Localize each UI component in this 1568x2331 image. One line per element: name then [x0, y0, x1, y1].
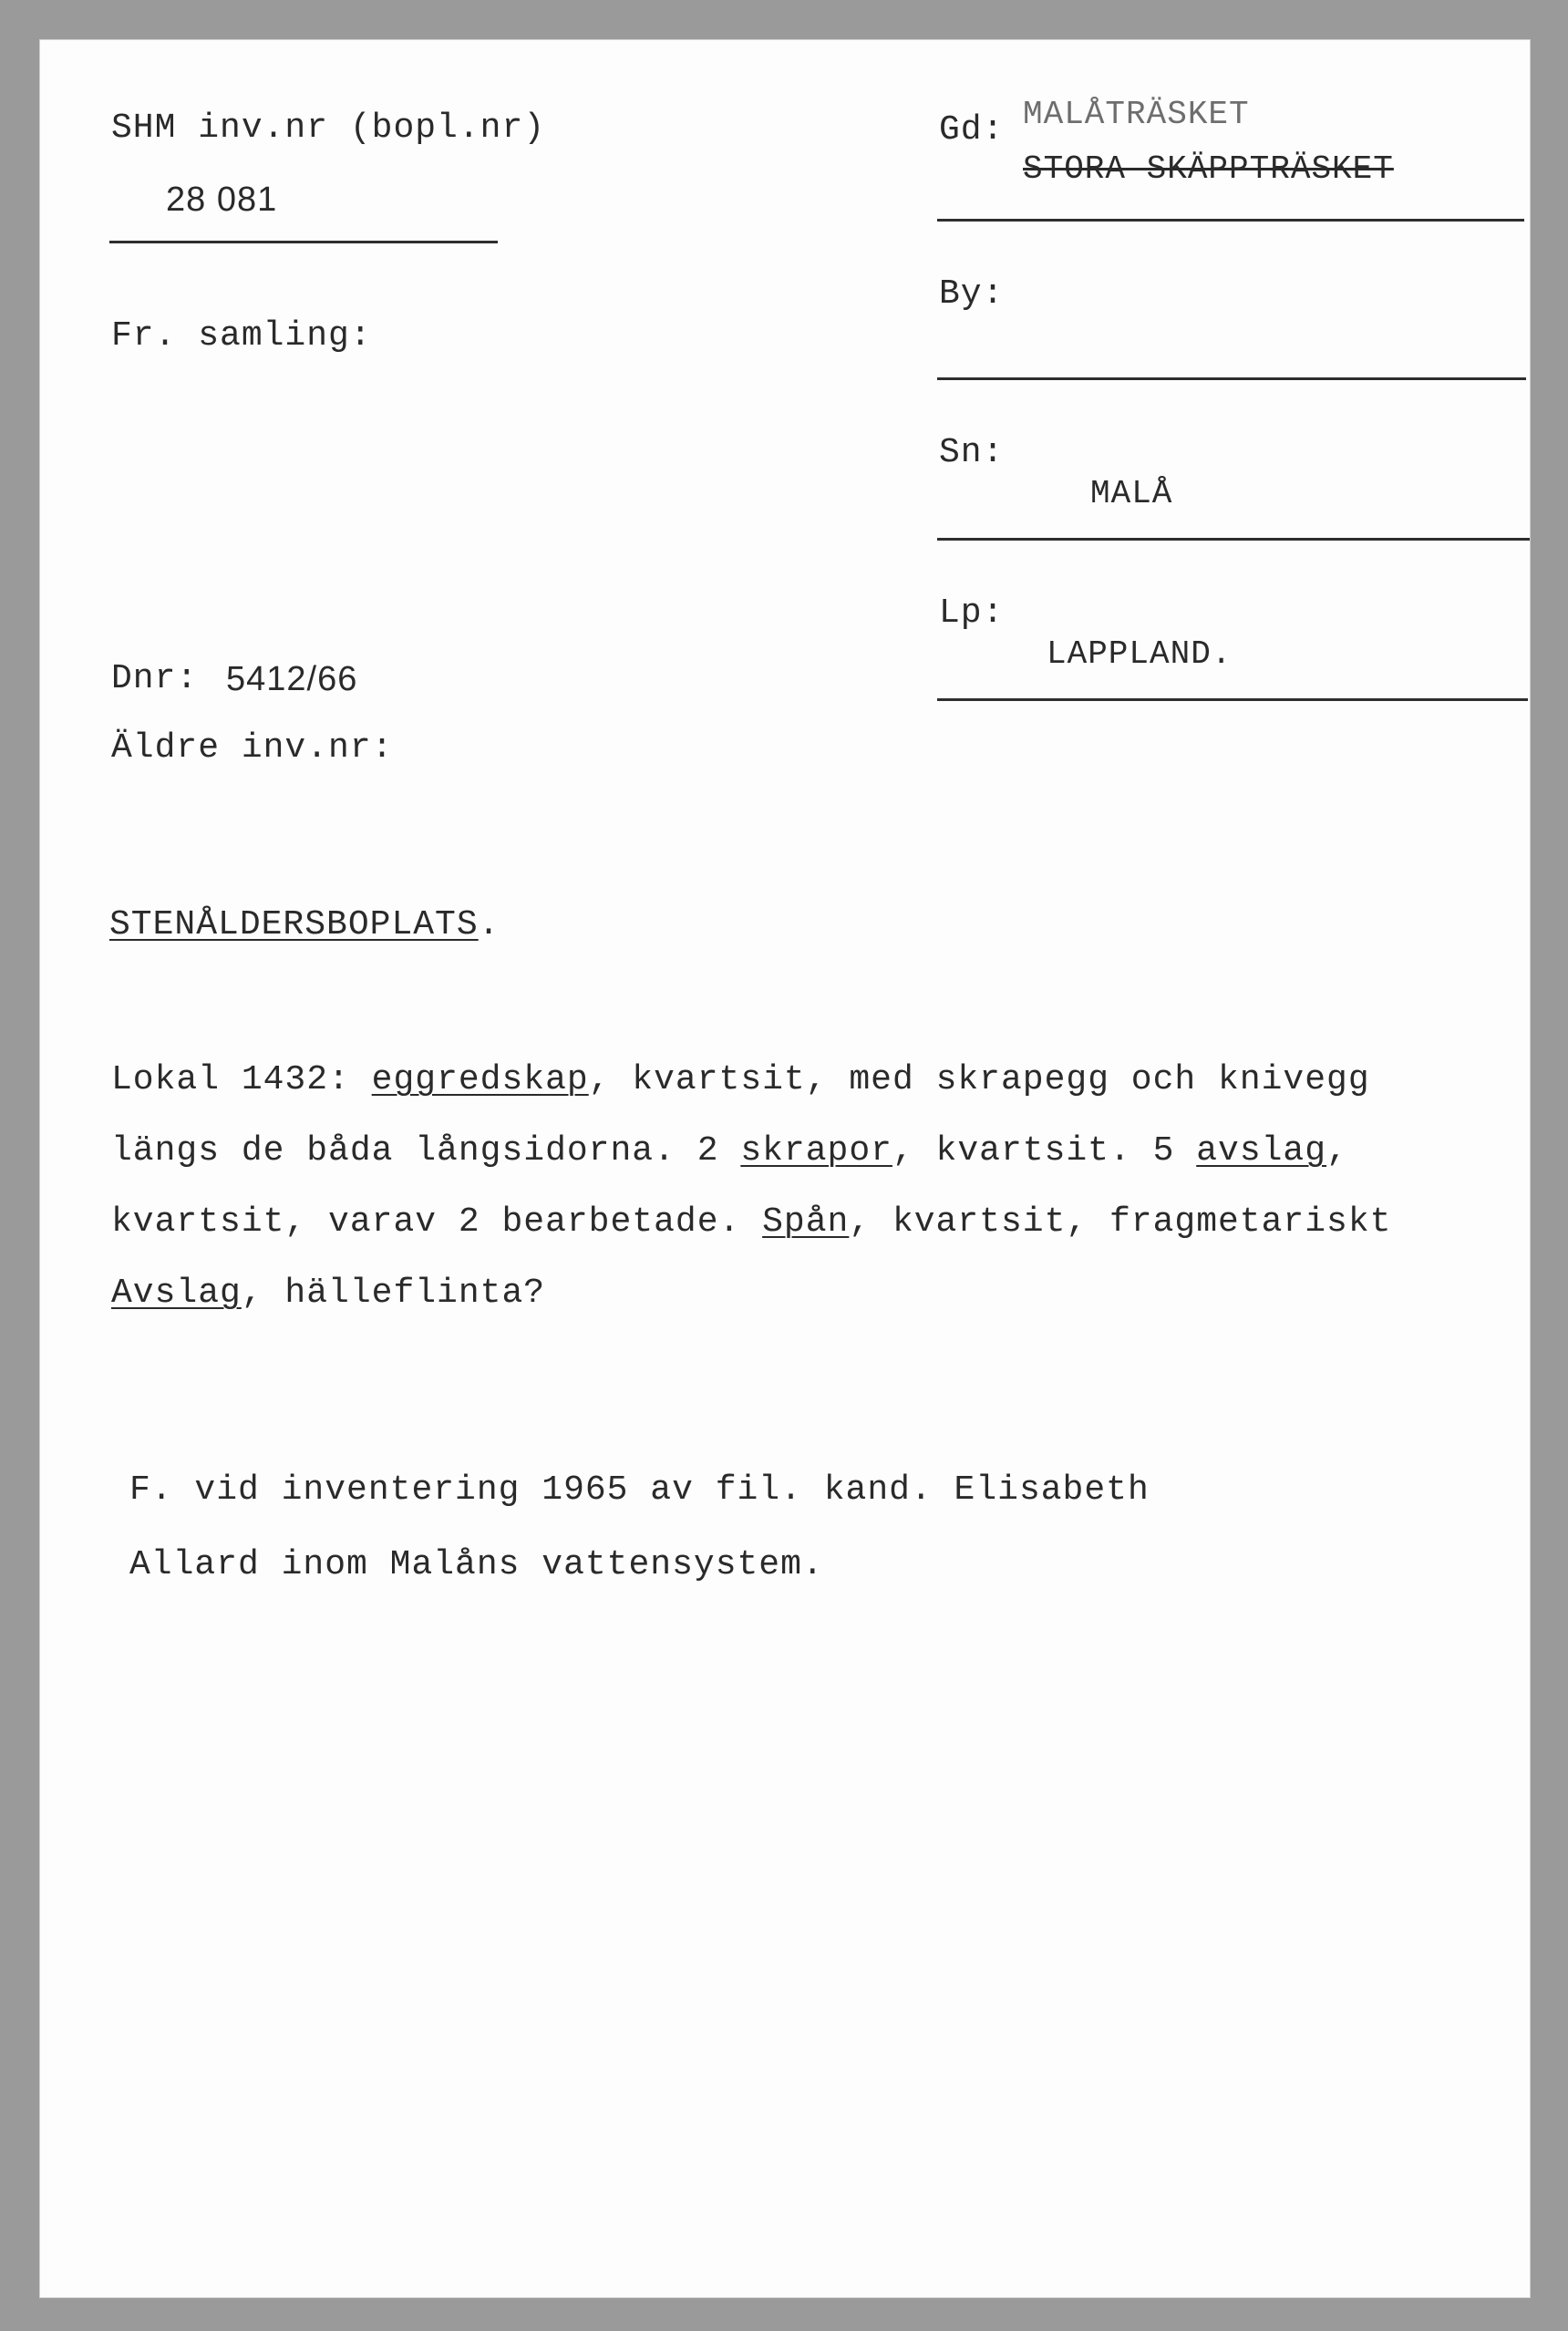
inv-underline	[109, 241, 498, 243]
term-span: Spån	[762, 1202, 850, 1242]
body-line-2-a: längs de båda långsidorna. 2	[111, 1131, 741, 1171]
samling-label: Fr. samling:	[111, 316, 372, 356]
body-line-3	[111, 1202, 1392, 1242]
body-line-2-e: ,	[1326, 1131, 1348, 1171]
inv-number: 28 081	[166, 180, 278, 219]
term-eggredskap: eggredskap	[371, 1060, 589, 1099]
finder-line-2: Allard inom Malåns vattensystem.	[129, 1545, 824, 1584]
body-line-1-a: Lokal 1432:	[111, 1060, 372, 1099]
sn-label: Sn:	[939, 433, 1005, 472]
body-line-3-a: kvartsit, varav 2 bearbetade.	[111, 1202, 763, 1242]
body-line-4-b: , hälleflinta?	[241, 1274, 546, 1313]
lp-label: Lp:	[939, 593, 1005, 633]
dnr-value: 5412/66	[226, 660, 358, 698]
sn-value: MALÅ	[1090, 475, 1173, 512]
by-label: By:	[939, 274, 1005, 314]
body-line-3-c: , kvartsit, fragmetariskt	[849, 1202, 1392, 1242]
catalog-card	[40, 40, 1530, 2297]
body-line-2-c: , kvartsit. 5	[892, 1131, 1197, 1171]
site-heading	[109, 905, 500, 944]
aldre-inv-label: Äldre inv.nr:	[111, 728, 394, 768]
body-line-1-c: , kvartsit, med skrapegg och knivegg	[588, 1060, 1370, 1099]
term-skrapor: skrapor	[740, 1131, 892, 1171]
gd-value: MALÅTRÄSKET	[1023, 96, 1250, 133]
dnr-label: Dnr:	[111, 659, 199, 698]
sn-rule	[937, 538, 1530, 541]
body-line-2	[111, 1131, 1348, 1171]
gd-label: Gd:	[939, 110, 1005, 150]
gd-struck-value: STORA SKÄPPTRÄSKET	[1023, 150, 1394, 188]
inv-label: SHM inv.nr (bopl.nr)	[111, 108, 546, 148]
term-avslag: avslag	[1196, 1131, 1327, 1171]
finder-line-1: F. vid inventering 1965 av fil. kand. Elisabeth	[129, 1470, 1150, 1510]
gd-rule	[937, 219, 1524, 222]
term-avslag-2: Avslag	[111, 1274, 242, 1313]
body-line-4	[111, 1276, 545, 1311]
by-rule	[937, 377, 1526, 380]
body-line-1	[111, 1060, 1370, 1099]
site-heading-text: STENÅLDERSBOPLATS	[109, 905, 479, 944]
lp-rule	[937, 698, 1528, 701]
site-heading-dot: .	[478, 905, 500, 944]
lp-value: LAPPLAND.	[1047, 635, 1233, 673]
